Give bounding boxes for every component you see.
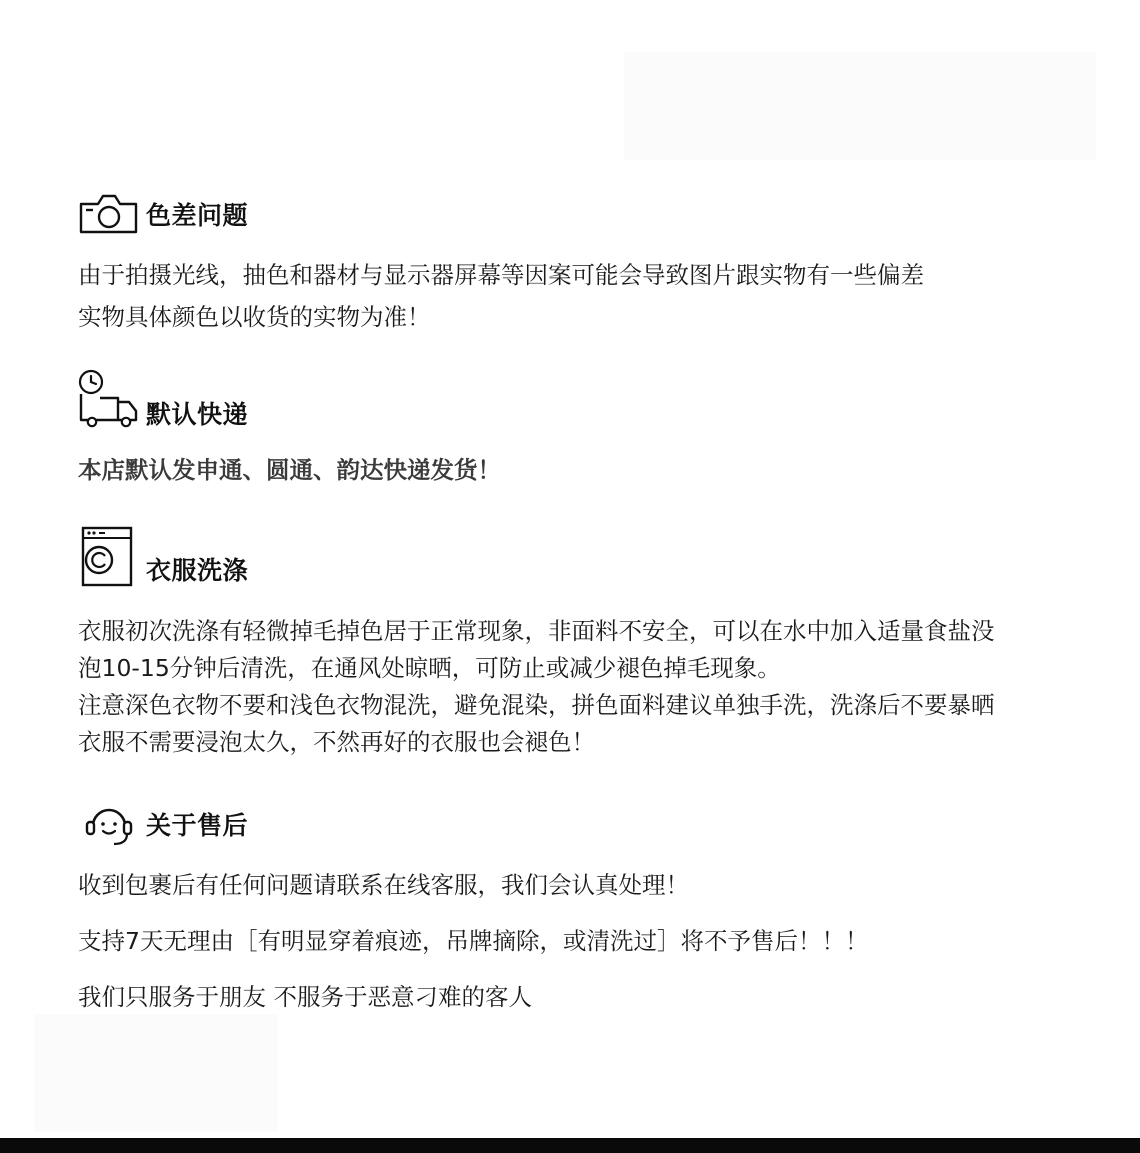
text-line: 支持7天无理由［有明显穿着痕迹，吊牌摘除，或清洗过］将不予售后！！！ <box>78 927 869 955</box>
faint-background-patch <box>624 52 1096 160</box>
text-line: 收到包裹后有任何问题请联系在线客服，我们会认真处理！ <box>78 871 689 899</box>
color-diff-text <box>78 258 924 335</box>
washing-machine-icon <box>78 526 134 588</box>
delivery-truck-clock-icon <box>78 368 140 430</box>
text-line: 本店默认发申通、圆通、韵达快递发货！ <box>78 456 501 484</box>
text-line: 我们只服务于朋友 不服务于恶意刁难的客人 <box>78 983 532 1011</box>
faint-background-patch <box>34 1014 278 1132</box>
washing-text <box>78 614 995 760</box>
text-line: 衣服不需要浸泡太久，不然再好的衣服也会褪色！ <box>78 728 595 756</box>
text-line: 衣服初次洗涤有轻微掉毛掉色居于正常现象，非面料不安全，可以在水中加入适量食盐没 <box>78 617 995 645</box>
after-sales-text <box>78 868 868 1015</box>
text-line: 注意深色衣物不要和浅色衣物混洗，避免混染，拼色面料建议单独手洗，洗涤后不要暴晒 <box>78 691 995 719</box>
section-header-washing <box>78 526 248 588</box>
section-header-color-diff <box>78 192 248 236</box>
section-header-after-sales <box>78 800 248 848</box>
text-line: 泡10-15分钟后清洗，在通风处晾晒，可防止或减少褪色掉毛现象。 <box>78 654 781 682</box>
camera-icon <box>78 192 140 236</box>
delivery-text <box>78 453 501 488</box>
section-title: 默认快递 <box>146 400 249 429</box>
text-line: 由于拍摄光线，抽色和器材与显示器屏幕等因案可能会导致图片跟实物有一些偏差 <box>78 261 924 289</box>
customer-service-headset-icon <box>78 800 140 848</box>
section-header-delivery <box>78 367 248 431</box>
section-title: 衣服洗涤 <box>146 556 249 585</box>
section-title: 关于售后 <box>146 811 249 840</box>
text-line: 实物具体颜色以收货的实物为准！ <box>78 303 431 331</box>
bottom-bar <box>0 1138 1140 1153</box>
section-title: 色差问题 <box>146 201 249 230</box>
